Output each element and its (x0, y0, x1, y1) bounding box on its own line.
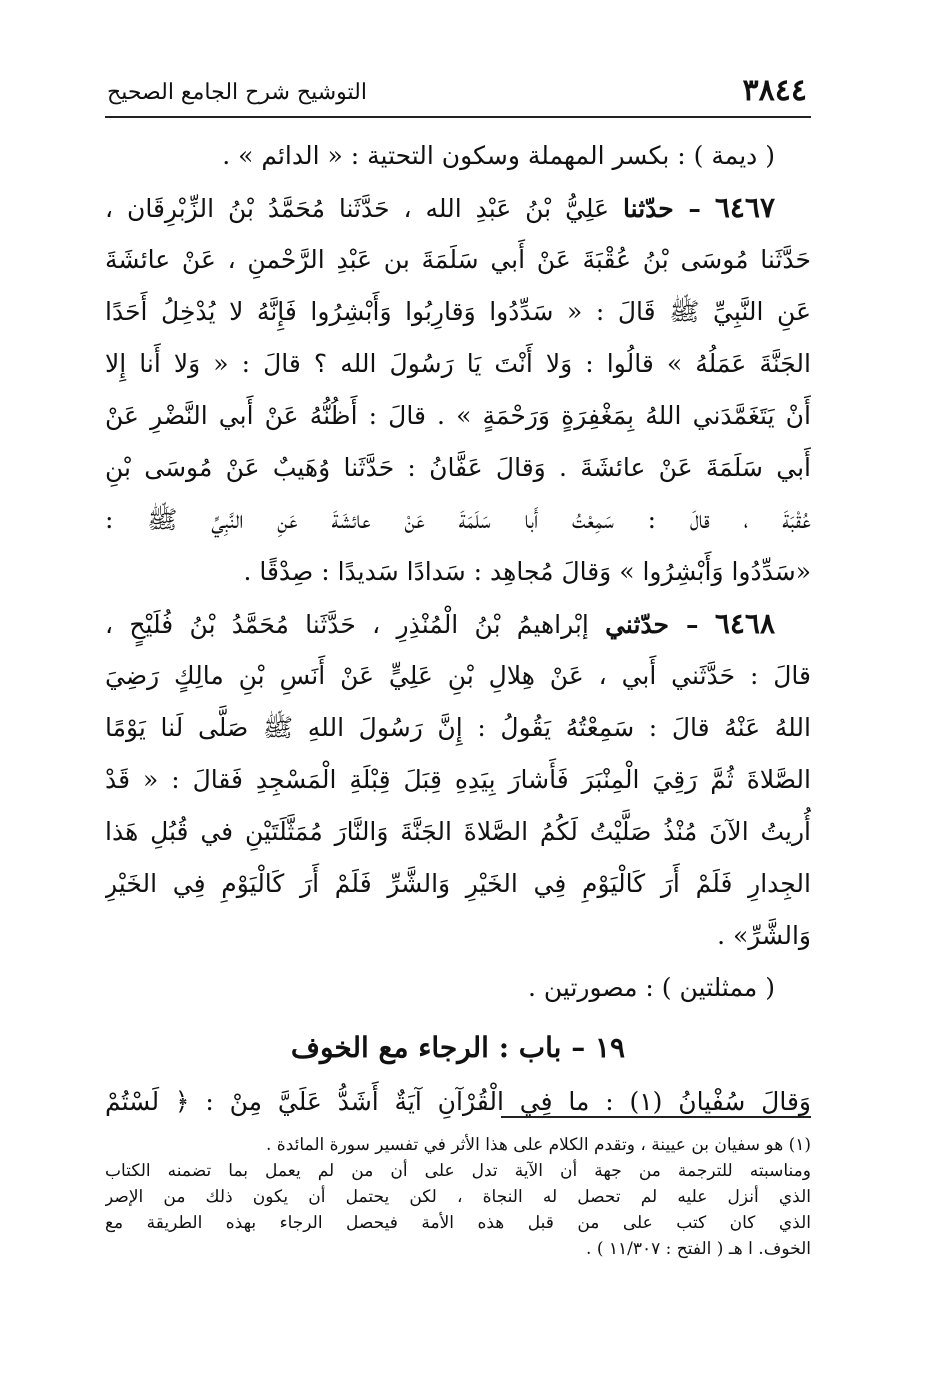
hadith-6468-line-4: الصَّلاةَ ثُمَّ رَقِيَ الْمِنْبَرَ فَأَشارَ بِيَدِهِ قِبَلَ قِبْلَةِ الْمَسْجِدِ فَقالَ : « قَدْ (105, 765, 811, 794)
footnote-line: الخوف. ا هـ ( الفتح : ١١/٣٠٧ ) . (586, 1239, 811, 1259)
page-header (105, 70, 811, 118)
footnote-line: الذي كان كتب على من قبل هذه الأمة فيحصل الرجاء بهذه الطريقة مع (105, 1213, 811, 1233)
hadith-lead: – حدّثنا (623, 194, 701, 223)
hadith-number: ٦٤٦٨ (714, 607, 775, 640)
running-title: التوشيح شرح الجامع الصحيح (107, 80, 367, 105)
page-body (105, 130, 811, 1128)
hadith-6468-line-2: قالَ : حَدَّثَني أَبي ، عَنْ هِلالِ بْنِ عَلِيٍّ عَنْ أَنَسِ بْنِ مالِكٍ رَضِيَ (105, 661, 811, 690)
hadith-6468-line-6: الجِدارِ فَلَمْ أَرَ كَالْيَوْمِ فِي الخَيْرِ وَالشَّرِّ فَلَمْ أَرَ كَالْيَوْمِ فِي الخَيْرِ (105, 869, 811, 898)
hadith-6467-line-1 (105, 182, 811, 234)
hadith-6467-line-6: أَبي سَلَمَةَ عَنْ عائشَةَ . وَقالَ عَفَّانُ : حَدَّثَنا وُهَيبٌ عَنْ مُوسَى بْنِ (105, 453, 811, 482)
footnote-line: (١) هو سفيان بن عيينة ، وتقدم الكلام على هذا الأثر في تفسير سورة المائدة . (265, 1135, 811, 1155)
page-number: ٣٨٤٤ (742, 73, 807, 108)
hadith-6467-line-3: عَنِ النَّبِيِّ ﷺ قَالَ : « سَدِّدُوا وَقارِبُوا وَأَبْشِرُوا فَإِنَّهُ لا يُدْخِلُ أَحَدًا (105, 297, 811, 326)
gloss-mumaththalatayn: ( ممثلتين ) : مصورتين . (528, 973, 775, 1002)
hadith-6467-line-2: حَدَّثَنا مُوسَى بْنُ عُقْبَةَ عَنْ أَبي سَلَمَةَ بن عَبْدِ الرَّحْمنِ ، عَنْ عائشَةَ (105, 245, 811, 274)
book-page (105, 70, 811, 1300)
hadith-6467-line-7: عُقْبَةَ ، قالَ : سَمِعْتُ أَبا سَلَمَةَ عَنْ عائشَةَ عَنِ النَّبِيِّ ﷺ : (105, 505, 811, 534)
hadith-6468-line-1 (105, 598, 811, 650)
chapter-heading: ١٩ – باب : الرجاء مع الخوف (290, 1031, 626, 1064)
hadith-number: ٦٤٦٧ (714, 191, 775, 224)
footnote-line: ومناسبته للترجمة من جهة أن الآية تدل على أن من لم يعمل بما تضمنه الكتاب (105, 1161, 811, 1181)
hadith-6467-line-5: أَنْ يَتَغَمَّدَني اللهُ بِمَغْفِرَةٍ وَرَحْمَةٍ » . قالَ : أَظُنُّهُ عَنْ أَبي النَّضْرِ عَنْ (105, 401, 811, 430)
gloss-dima: ( ديمة ) : بكسر المهملة وسكون التحتية : « الدائم » . (222, 141, 775, 170)
sufyan-line: وَقالَ سُفْيانُ (١) : ما فِي الْقُرْآنِ آيَةٌ أَشَدُّ عَلَيَّ مِنْ : ﴿ لَسْتُمْ (105, 1087, 811, 1116)
hadith-lead: – حدّثني (605, 610, 699, 639)
footnotes (105, 1132, 811, 1262)
footnote-divider (501, 1116, 811, 1118)
hadith-text: إبْراهيمُ بْنُ الْمُنْذِرِ ، حَدَّثَنا مُحَمَّدُ بْنُ فُلَيْحٍ ، (105, 610, 589, 639)
footnote-line: الذي أنزل عليه لم تحصل له النجاة ، لكن يحتمل أن يكون ذلك من الإصر (105, 1187, 811, 1207)
hadith-6468-line-7: وَالشَّرِّ» . (717, 921, 811, 950)
hadith-text: عَلِيُّ بْنُ عَبْدِ الله ، حَدَّثَنا مُحَمَّدُ بْنُ الزِّبْرِقَان ، (105, 194, 610, 223)
hadith-6467-line-4: الجَنَّةَ عَمَلُهُ » قالُوا : وَلا أَنْتَ يَا رَسُولَ الله ؟ قالَ : « وَلا أَنا إِلا (105, 349, 811, 378)
hadith-6468-line-5: أُريتُ الآنَ مُنْذُ صَلَّيْتُ لَكُمُ الصَّلاةَ الجَنَّةَ وَالنَّارَ مُمَثَّلَتَيْنِ في قُبُلِ هَذا (105, 817, 811, 846)
hadith-6467-line-8: «سَدِّدُوا وَأَبْشِرُوا » وَقالَ مُجاهِد : سَدادًا سَديدًا : صِدْقًا . (243, 557, 811, 586)
hadith-6468-line-3: اللهُ عَنْهُ قالَ : سَمِعْتُهُ يَقُولُ : إِنَّ رَسُولَ اللهِ ﷺ صَلَّى لَنا يَوْمًا (105, 713, 811, 742)
